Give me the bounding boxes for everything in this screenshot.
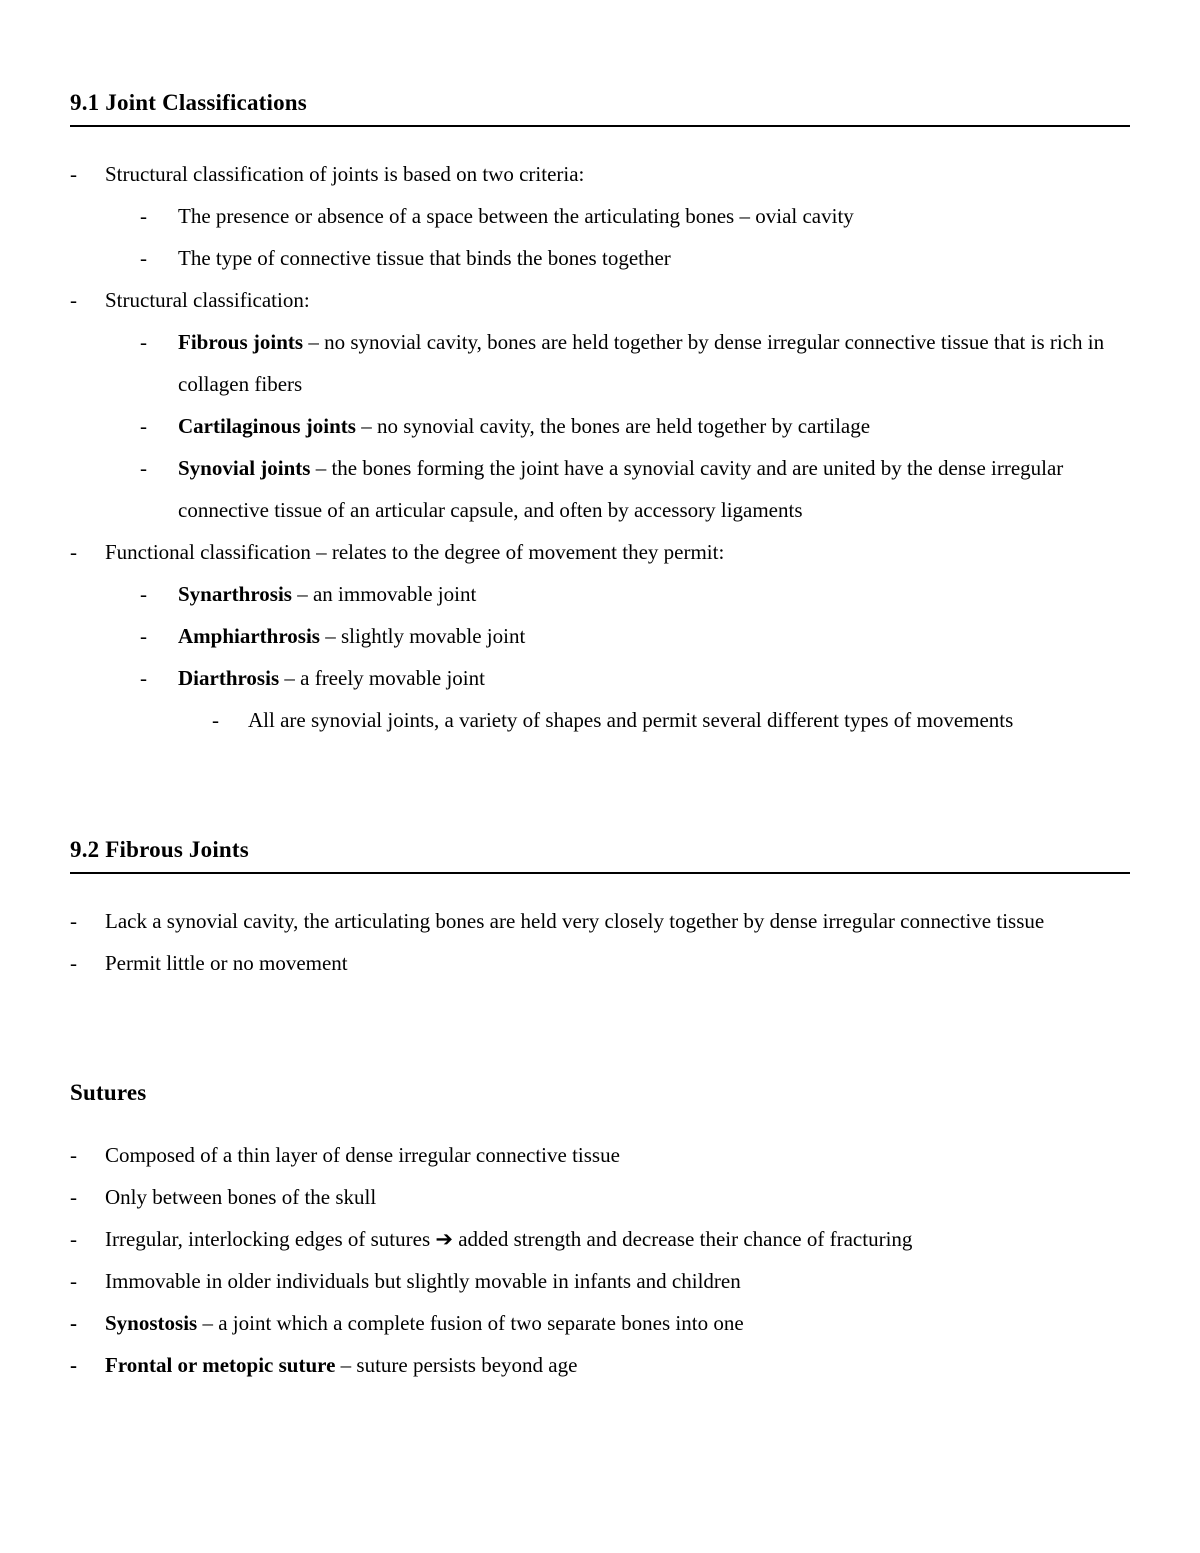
list-item — [70, 153, 1130, 195]
list-item — [70, 279, 1130, 321]
list-item-text: Permit little or no movement — [105, 951, 348, 975]
list-item-bold-term: Amphiarthrosis — [178, 624, 320, 648]
list-item-text: Composed of a thin layer of dense irregular connective tissue — [105, 1143, 620, 1167]
list-item — [70, 1218, 1130, 1260]
dash-marker: - — [70, 909, 77, 933]
list-item — [140, 615, 1130, 657]
list-item — [140, 405, 1130, 447]
dash-marker: - — [140, 456, 147, 480]
list-item-bold-term: Cartilaginous joints — [178, 414, 356, 438]
list-item-text: Amphiarthrosis – slightly movable joint — [178, 624, 526, 648]
list-item-text: Synostosis – a joint which a complete fusion of two separate bones into one — [105, 1311, 744, 1335]
list-item-text: All are synovial joints, a variety of shapes and permit several different types of movements — [248, 708, 1014, 732]
list-item-text: Lack a synovial cavity, the articulating bones are held very closely together by dense irregular connective tissue — [105, 909, 1045, 933]
list-fibrous-joints — [70, 900, 1130, 984]
dash-marker: - — [70, 951, 77, 975]
heading-sutures: Sutures — [70, 1080, 147, 1105]
list-item — [140, 657, 1130, 699]
heading-9-2-fibrous-joints: 9.2 Fibrous Joints — [70, 835, 1130, 874]
list-item — [140, 321, 1130, 405]
list-item-text: Immovable in older individuals but slightly movable in infants and children — [105, 1269, 741, 1293]
list-item — [140, 195, 1130, 237]
dash-marker: - — [140, 666, 147, 690]
list-joint-classifications — [70, 153, 1130, 741]
dash-marker: - — [70, 1311, 77, 1335]
list-item-text: Synarthrosis – an immovable joint — [178, 582, 477, 606]
list-item — [70, 531, 1130, 573]
list-item-text: The presence or absence of a space between the articulating bones – ovial cavity — [178, 204, 854, 228]
list-sutures — [70, 1134, 1130, 1386]
list-item — [140, 573, 1130, 615]
list-item — [140, 237, 1130, 279]
list-item-text: The type of connective tissue that binds the bones together — [178, 246, 671, 270]
dash-marker: - — [70, 288, 77, 312]
list-item — [70, 1260, 1130, 1302]
dash-marker: - — [70, 162, 77, 186]
dash-marker: - — [70, 540, 77, 564]
dash-marker: - — [140, 246, 147, 270]
list-item-bold-term: Frontal or metopic suture — [105, 1353, 336, 1377]
dash-marker: - — [70, 1143, 77, 1167]
list-item-bold-term: Synostosis — [105, 1311, 198, 1335]
dash-marker: - — [70, 1353, 77, 1377]
dash-marker: - — [70, 1227, 77, 1251]
dash-marker: - — [140, 624, 147, 648]
list-item-text: Structural classification: — [105, 288, 310, 312]
list-item — [70, 1176, 1130, 1218]
list-item-text: Functional classification – relates to the degree of movement they permit: — [105, 540, 725, 564]
dash-marker: - — [212, 708, 219, 732]
list-item-bold-term: Synovial joints — [178, 456, 311, 480]
list-item — [70, 942, 1130, 984]
dash-marker: - — [140, 582, 147, 606]
list-item-bold-term: Fibrous joints — [178, 330, 304, 354]
heading-9-1-joint-classifications: 9.1 Joint Classifications — [70, 88, 1130, 127]
list-item-text: Cartilaginous joints – no synovial cavity, the bones are held together by cartilage — [178, 414, 871, 438]
list-item — [70, 1134, 1130, 1176]
dash-marker: - — [140, 330, 147, 354]
dash-marker: - — [140, 204, 147, 228]
list-item-bold-term: Diarthrosis — [178, 666, 280, 690]
list-item — [70, 900, 1130, 942]
list-item-bold-term: Synarthrosis — [178, 582, 292, 606]
dash-marker: - — [70, 1269, 77, 1293]
list-item — [212, 699, 1130, 741]
list-item-text: Synovial joints – the bones forming the joint have a synovial cavity and are united by the dense irregular connective tissue of an articular capsule, and often by accessory ligaments — [178, 456, 1064, 522]
list-item — [70, 1344, 1130, 1386]
list-item-text: Irregular, interlocking edges of sutures ➔ added strength and decrease their chance of fracturing — [105, 1227, 913, 1251]
list-item-text: Structural classification of joints is based on two criteria: — [105, 162, 585, 186]
list-item-text: Diarthrosis – a freely movable joint — [178, 666, 485, 690]
list-item-text: Only between bones of the skull — [105, 1185, 377, 1209]
list-item-text: Frontal or metopic suture – suture persists beyond age — [105, 1353, 578, 1377]
dash-marker: - — [70, 1185, 77, 1209]
list-item — [70, 1302, 1130, 1344]
dash-marker: - — [140, 414, 147, 438]
list-item — [140, 447, 1130, 531]
list-item-text: Fibrous joints – no synovial cavity, bones are held together by dense irregular connective tissue that is rich in collagen fibers — [178, 330, 1105, 396]
